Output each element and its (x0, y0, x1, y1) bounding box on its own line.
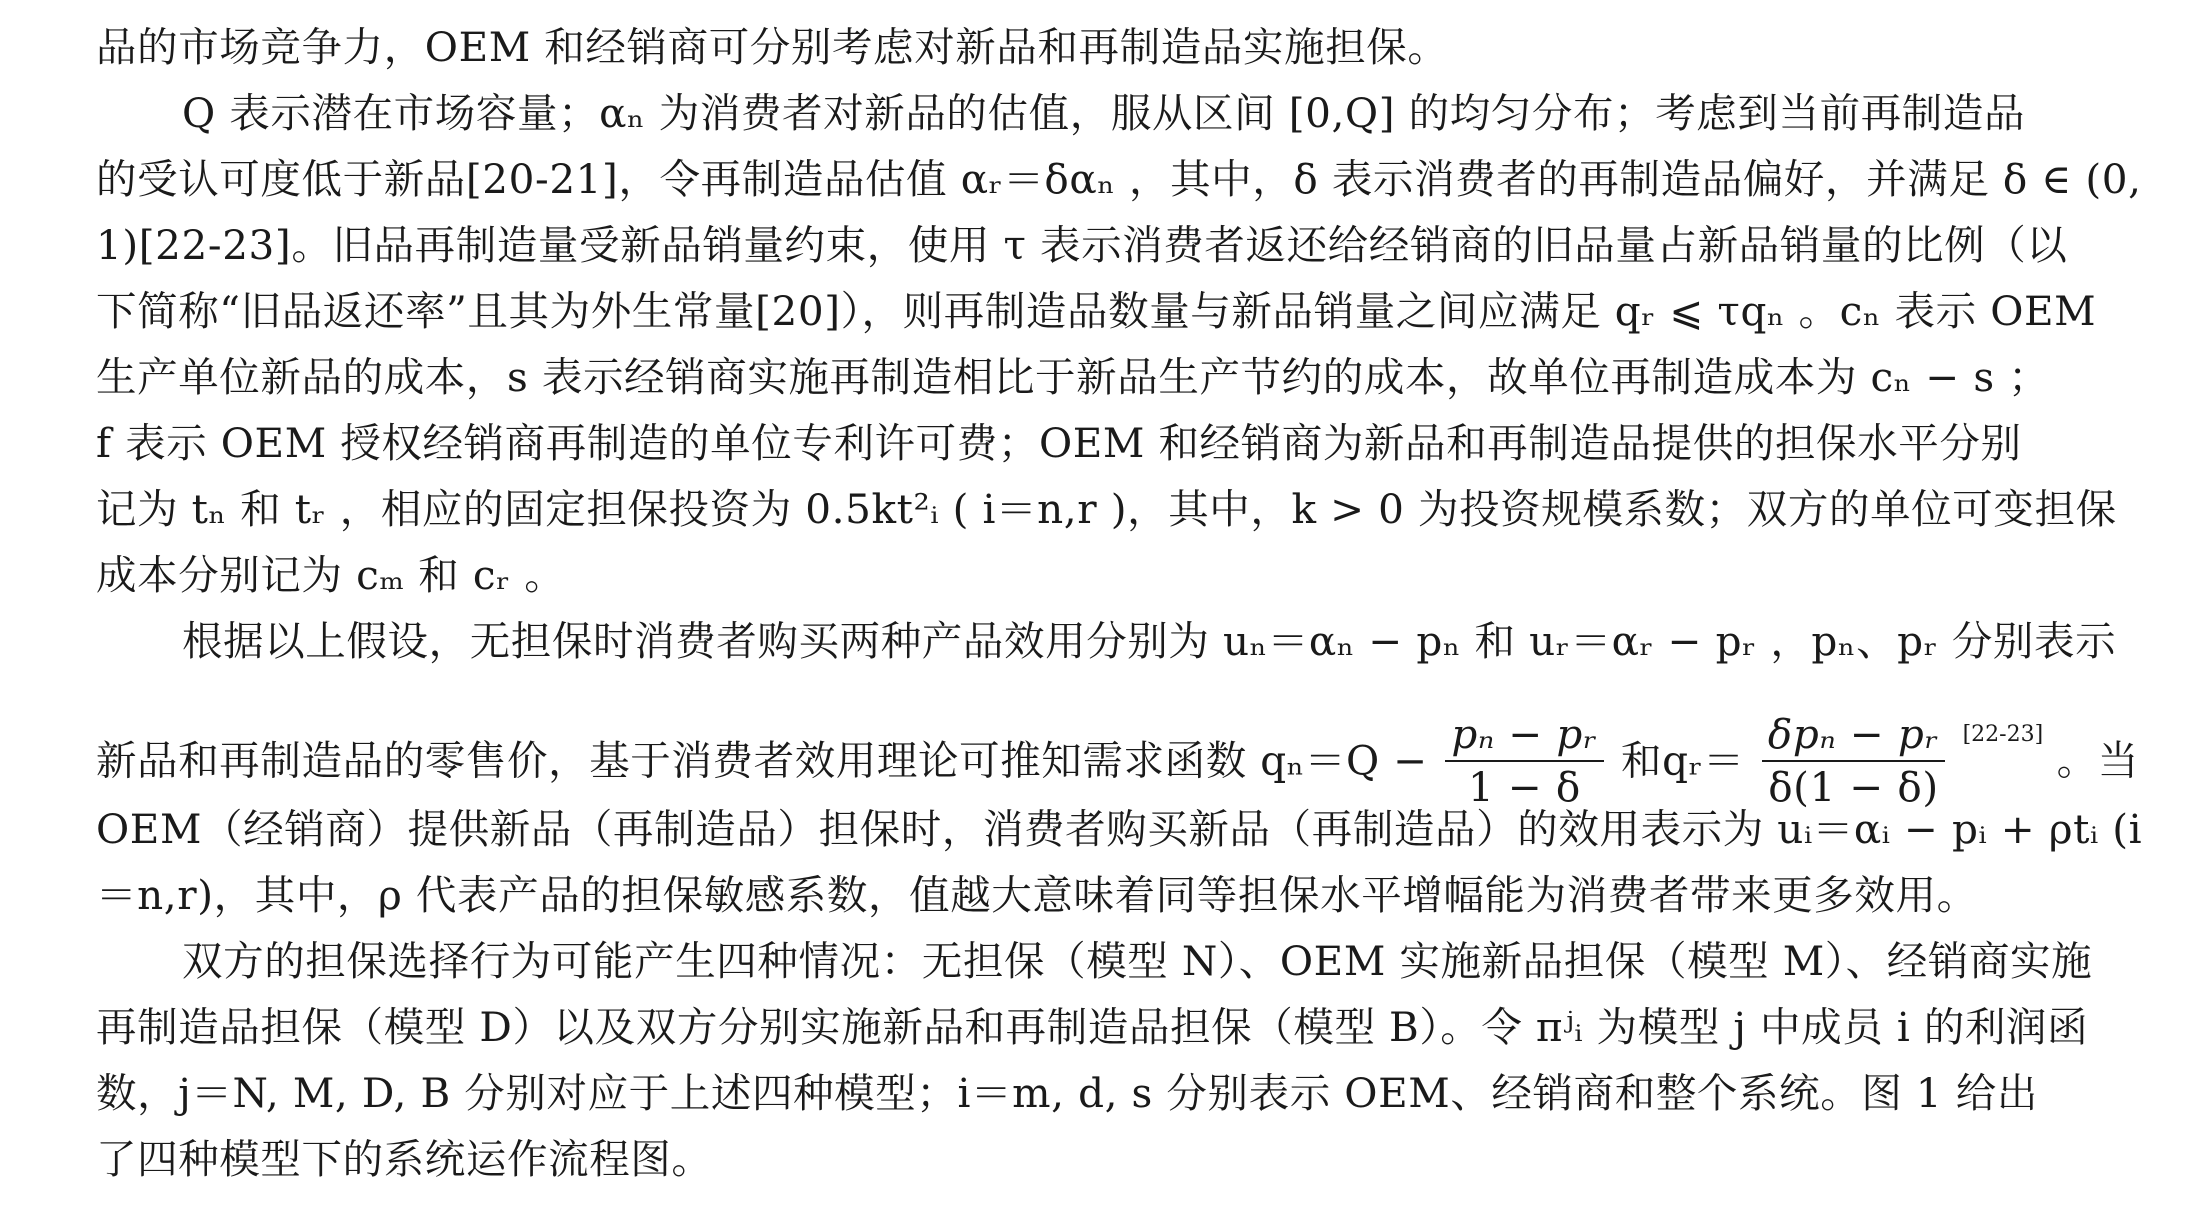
paper-body (96, 14, 2143, 1192)
text-line: 数，j＝N, M, D, B 分别对应于上述四种模型；i＝m, d, s 分别表示 OEM、经销商和整个系统。图 1 给出 (96, 1069, 2038, 1117)
fraction-demand-new (1445, 709, 1603, 811)
text-line: 了四种模型下的系统运作流程图。 (96, 1135, 713, 1183)
text-line: 生产单位新品的成本，s 表示经销商实施再制造相比于新品生产节约的成本，故单位再制造成本为 cₙ − s ； (96, 353, 2050, 401)
fraction-numerator: δpₙ − pᵣ (1767, 709, 1940, 758)
text-line: ＝n,r)，其中，ρ 代表产品的担保敏感系数，值越大意味着同等担保水平增幅能为消费者带来更多效用。 (96, 871, 1978, 919)
text-line: OEM（经销商）提供新品（再制造品）担保时，消费者购买新品（再制造品）的效用表示为 uᵢ＝αᵢ − pᵢ + ρtᵢ (i (96, 805, 2143, 853)
text-line: Q 表示潜在市场容量；αₙ 为消费者对新品的估值，服从区间 [0,Q] 的均匀分布；考虑到当前再制造品 (182, 89, 2026, 137)
text-line: 根据以上假设，无担保时消费者购买两种产品效用分别为 uₙ＝αₙ − pₙ 和 uᵣ＝αᵣ − pᵣ ，pₙ、pᵣ 分别表示 (182, 617, 2117, 665)
formula-text-mid: 和qᵣ＝ (1621, 736, 1745, 785)
text-line: 记为 tₙ 和 tᵣ ，相应的固定担保投资为 0.5kt²ᵢ ( i＝n,r )，其中，k > 0 为投资规模系数；双方的单位可变担保 (96, 485, 2117, 533)
fraction-denominator: 1 − δ (1468, 762, 1581, 811)
text-line: 成本分别记为 cₘ 和 cᵣ 。 (96, 551, 566, 599)
fraction-demand-reman (1762, 709, 1945, 811)
formula-text-pre: 新品和再制造品的零售价，基于消费者效用理论可推知需求函数 qₙ＝Q − (96, 736, 1428, 785)
fraction-denominator: δ(1 − δ) (1768, 762, 1939, 811)
text-line: 下简称“旧品返还率”且其为外生常量[20]），则再制造品数量与新品销量之间应满足 qᵣ ⩽ τqₙ 。cₙ 表示 OEM (96, 287, 2097, 335)
citation-superscript: [22-23] (1962, 722, 2044, 747)
text-line: 双方的担保选择行为可能产生四种情况：无担保（模型 N）、OEM 实施新品担保（模型 M）、经销商实施 (182, 937, 2093, 985)
fraction-numerator: pₙ − pᵣ (1451, 709, 1598, 758)
text-line: 品的市场竞争力，OEM 和经销商可分别考虑对新品和再制造品实施担保。 (96, 23, 1449, 71)
text-line: 再制造品担保（模型 D）以及双方分别实施新品和再制造品担保（模型 B）。令 πʲᵢ 为模型 j 中成员 i 的利润函 (96, 1003, 2089, 1051)
formula-line (96, 674, 2139, 811)
text-line: f 表示 OEM 授权经销商再制造的单位专利许可费；OEM 和经销商为新品和再制造品提供的担保水平分别 (96, 419, 2022, 467)
formula-text-post: 。当 (2056, 736, 2139, 785)
text-line: 1)[22-23]。旧品再制造量受新品销量约束，使用 τ 表示消费者返还给经销商的旧品量占新品销量的比例（以 (96, 221, 2068, 269)
text-line: 的受认可度低于新品[20-21]，令再制造品估值 αᵣ＝δαₙ ，其中，δ 表示消费者的再制造品偏好，并满足 δ ∈ (0, (96, 155, 2142, 203)
